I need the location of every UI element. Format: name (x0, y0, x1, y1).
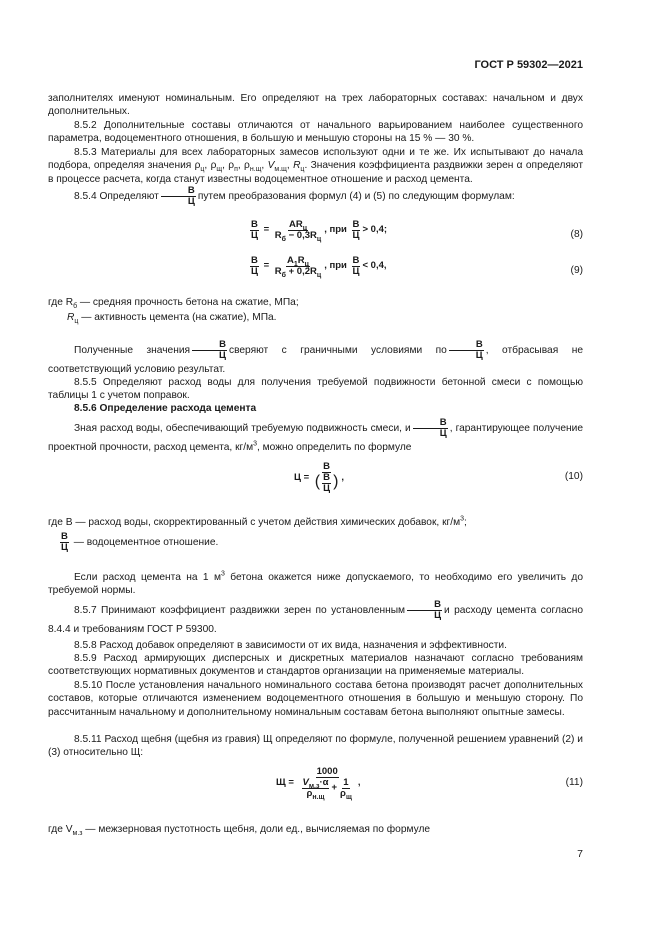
paragraph: заполнителях именуют номинальным. Его определяют на трех лабораторных составах: начальном и двух дополнительных. (48, 93, 583, 118)
where-rc: $R_ц$ — активность цемента (на сжатие), МПа. (67, 312, 277, 326)
paragraph-8-5-9: 8.5.9 Расход армирующих дисперсных и дискретных материалов назначают согласно требованиям соответствующих нормативных документов и стандартов организации на применяемые материалы. (48, 653, 583, 678)
equation-11: Щ = 1000 $V_{м.з}\cdot\alpha$ $\rho_{н.щ}$ + 1 $\rho_щ$ , (276, 766, 361, 801)
paragraph-8-5-10: 8.5.10 После установления начального номинального состава бетона производят расчет дополнительных составов, которые отличаются изменением водоцементного отношения в большую и меньшую сторону. По рассчитанным начальному и дополнительному номинальным составам бетона выполняют опытные замесы. (48, 680, 583, 718)
paragraph-8-5-2: 8.5.2 Дополнительные составы отличаются от начального варьированием наиболее существенного параметра, водоцементного отношения, в большую и меньшую стороны на 15 % — 30 %. (48, 120, 583, 145)
paragraph-8-5-3: 8.5.3 Материалы для всех лабораторных замесов используют одни и те же. Их испытывают до начала подбора, определяя значения $\rho_ц$, $\rho_щ$, $\rho_п$, $\rho_{н.щ}$, $V_{м.щ}$, $R_ц$. Значения коэффициента раздвижки зерен α определяют в процессе расчета, когда станут известны водоцементное отношение и расход цемента. (48, 147, 583, 185)
document-header: ГОСТ Р 59302—2021 (474, 59, 583, 71)
wc-fraction: В Ц (161, 186, 196, 207)
equation-number-9: (9) (570, 265, 583, 276)
paragraph-8-5-4: 8.5.4 Определяют В Ц путем преобразования формул (4) и (5) по следующим формулам: (74, 185, 515, 207)
paragraph-check: Полученные значения В Ц сверяют с граничными условиями по В Ц , отбрасывая не соответствующий условию результат. (48, 339, 583, 375)
paragraph-8-5-8: 8.5.8 Расход добавок определяют в зависимости от их вида, назначения и эффективности. (74, 640, 507, 651)
paragraph-cement: Зная расход воды, обеспечивающий требуемую подвижность смеси, и В Ц , гарантирующее получение проектной прочности, расход цемента, $кг/м^3$, можно определить по формуле (48, 417, 583, 453)
paragraph-8-5-5: 8.5.5 Определяют расход воды для получения требуемой подвижности бетонной смеси с помощью таблицы 1 с учетом поправок. (48, 377, 583, 402)
where-rb: где $R_б$ — средняя прочность бетона на сжатие, МПа; (48, 297, 299, 311)
where-wc: В Ц — водоцементное отношение. (61, 531, 219, 553)
equation-number-11: (11) (565, 777, 583, 788)
paragraph-min-cement: Если расход цемента на 1 $м^3$ бетона окажется ниже допускаемого, то необходимо его увеличить до требуемой нормы. (48, 570, 583, 597)
equation-9: В Ц = $A_1R_ц$ $R_б + 0,2R_ц$ , при В Ц < 0,4, (251, 255, 387, 279)
where-voidness: где $V_{м.з}$ — межзерновая пустотность щебня, доли ед., вычисляемая по формуле (48, 824, 431, 838)
page-number: 7 (577, 848, 583, 860)
paragraph-8-5-7: 8.5.7 Принимают коэффициент раздвижки зерен по установленным В Ц и расходу цемента согласно 8.4.4 и требованиям ГОСТ Р 59300. (48, 599, 583, 635)
equation-number-8: (8) (570, 229, 583, 240)
equation-10: Ц = В ( В Ц ) , (294, 461, 345, 494)
equation-number-10: (10) (564, 471, 583, 482)
section-heading-8-5-6: 8.5.6 Определение расхода цемента (74, 403, 257, 414)
equation-8: В Ц = $AR_ц$ $R_б - 0,3R_ц$ , при В Ц > 0,4; (251, 219, 388, 243)
where-water: где В — расход воды, скорректированный с учетом действия химических добавок, $кг/м^3$; (48, 515, 467, 528)
paragraph-8-5-11: 8.5.11 Расход щебня (щебня из гравия) Щ определяют по формуле, полученной решением уравнений (2) и (3) относительно Щ: (48, 734, 583, 759)
